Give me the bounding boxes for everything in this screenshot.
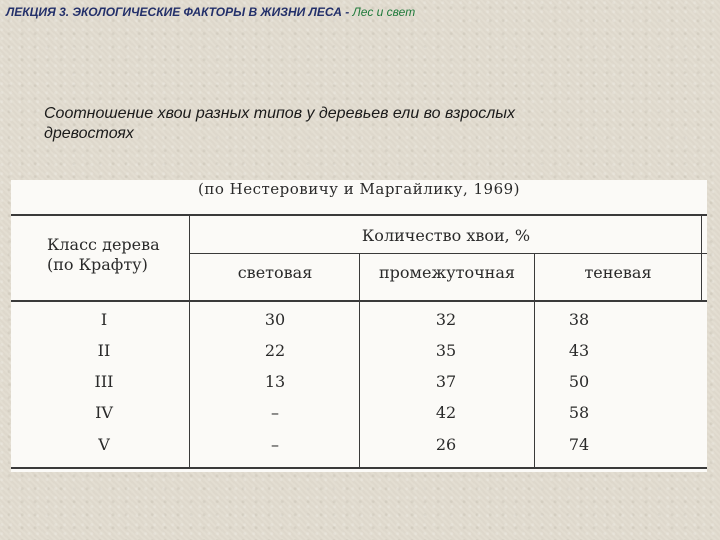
lecture-topic: Лес и свет (352, 5, 416, 19)
col-light-header: световая (237, 263, 313, 282)
class-header (47, 235, 187, 275)
row-intermediate: 26 (435, 435, 457, 454)
header-separator: - (345, 5, 350, 19)
row-intermediate: 35 (435, 341, 457, 360)
col-intermediate-header: промежуточная (379, 263, 515, 282)
row-class: II (97, 341, 111, 360)
col-shade-header: теневая (584, 263, 652, 282)
lecture-title: ЛЕКЦИЯ 3. ЭКОЛОГИЧЕСКИЕ ФАКТОРЫ В ЖИЗНИ ЛЕСА (6, 5, 342, 19)
vline-right (701, 216, 702, 302)
row-light: 13 (264, 372, 286, 391)
class-header-line2: (по Крафту) (47, 255, 148, 274)
lecture-header (6, 5, 415, 19)
row-class: I (100, 310, 108, 329)
row-intermediate: 37 (435, 372, 457, 391)
needle-ratio-table (11, 180, 707, 472)
row-class: V (98, 435, 110, 454)
quantity-header: Количество хвои, % (361, 226, 531, 245)
row-shade: 58 (568, 403, 590, 422)
row-light: 30 (264, 310, 286, 329)
row-intermediate: 42 (435, 403, 457, 422)
slide-title: Соотношение хвои разных типов у деревьев ели во взрослых древостоях (44, 105, 516, 142)
vline-class (189, 216, 190, 467)
table-bottom-rule (11, 467, 707, 469)
row-light: 22 (264, 341, 286, 360)
row-light: – (271, 403, 279, 422)
header-split-rule (189, 253, 707, 254)
row-intermediate: 32 (435, 310, 457, 329)
row-class: III (94, 372, 114, 391)
row-light: – (271, 435, 279, 454)
table-top-rule (11, 214, 707, 216)
vline-light (359, 254, 360, 467)
row-shade: 50 (568, 372, 590, 391)
row-shade: 38 (568, 310, 590, 329)
row-shade: 74 (568, 435, 590, 454)
row-class: IV (95, 403, 113, 422)
row-shade: 43 (568, 341, 590, 360)
table-source: (по Нестеровичу и Маргайлику, 1969) (197, 180, 521, 198)
class-header-line1: Класс дерева (47, 235, 160, 254)
